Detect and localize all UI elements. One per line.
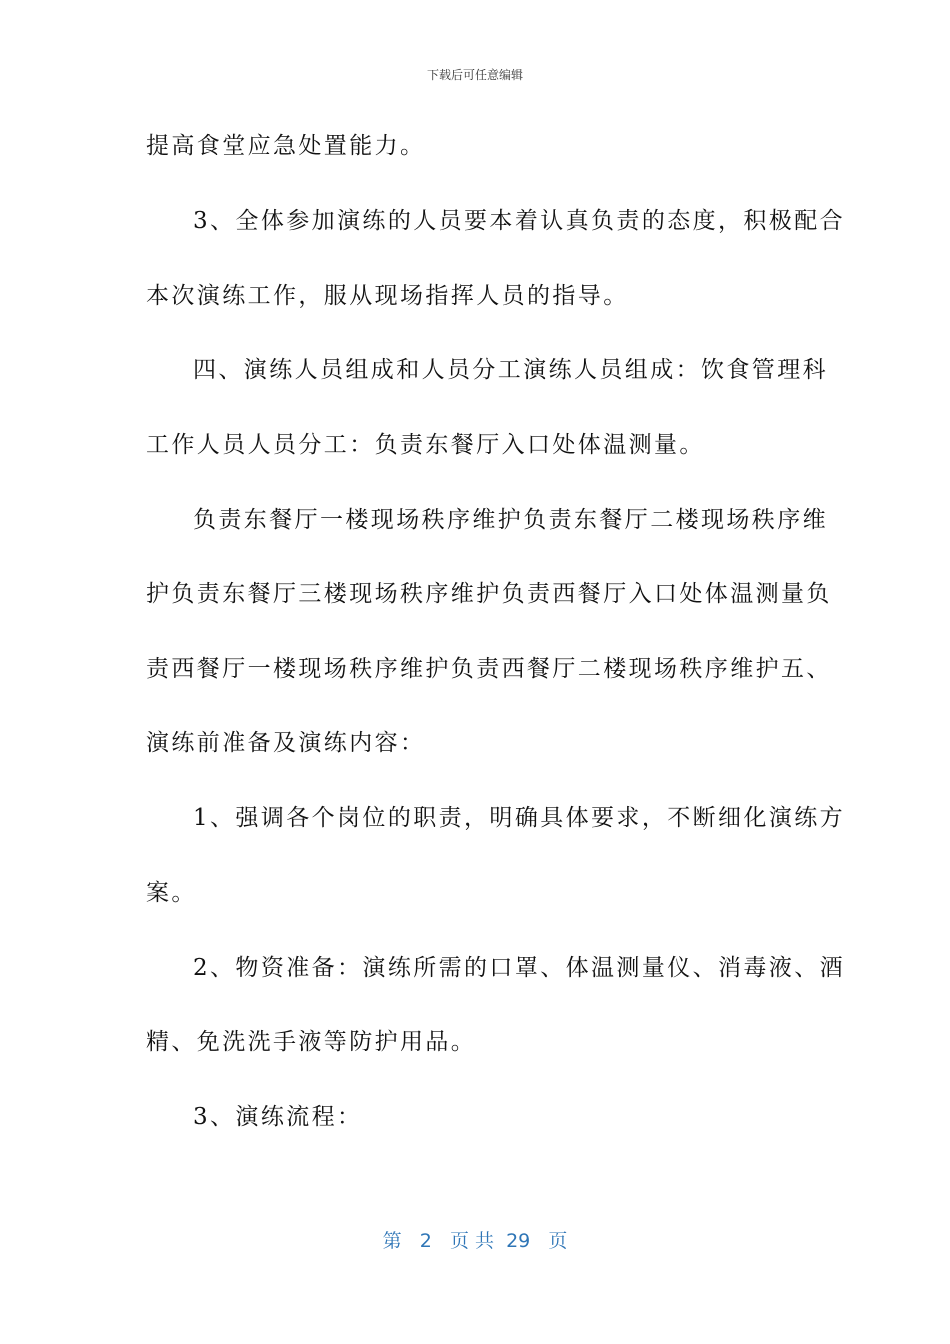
text-line: 1、强调各个岗位的职责，明确具体要求，不断细化演练方 (193, 805, 846, 831)
text-line: 四、演练人员组成和人员分工演练人员组成：饮食管理科 (193, 357, 828, 383)
text-line: 案。 (146, 880, 197, 906)
text-line: 负责东餐厅一楼现场秩序维护负责东餐厅二楼现场秩序维 (193, 507, 828, 533)
text-line: 本次演练工作，服从现场指挥人员的指导。 (146, 283, 629, 309)
text-line: 演练前准备及演练内容： (146, 730, 426, 756)
text-line: 提高食堂应急处置能力。 (146, 133, 426, 159)
current-page-number: 2 (419, 1230, 432, 1252)
text-line: 责西餐厅一楼现场秩序维护负责西餐厅二楼现场秩序维护五、 (146, 656, 832, 682)
page-footer (0, 1226, 950, 1253)
text-line: 工作人员人员分工：负责东餐厅入口处体温测量。 (146, 432, 705, 458)
page-suffix: 页 (548, 1230, 568, 1252)
text-line: 2、物资准备：演练所需的口罩、体温测量仪、消毒液、酒 (193, 955, 846, 981)
page-label: 第 (382, 1230, 402, 1252)
text-line: 3、全体参加演练的人员要本着认真负责的态度，积极配合 (193, 208, 846, 234)
total-pages-number: 29 (506, 1230, 531, 1252)
text-line: 护负责东餐厅三楼现场秩序维护负责西餐厅入口处体温测量负 (146, 581, 832, 607)
text-line: 精、免洗洗手液等防护用品。 (146, 1029, 477, 1055)
text-line: 3、演练流程： (193, 1104, 363, 1130)
total-prefix: 页 共 (449, 1230, 494, 1252)
page-header: 下载后可任意编辑 (426, 68, 523, 82)
